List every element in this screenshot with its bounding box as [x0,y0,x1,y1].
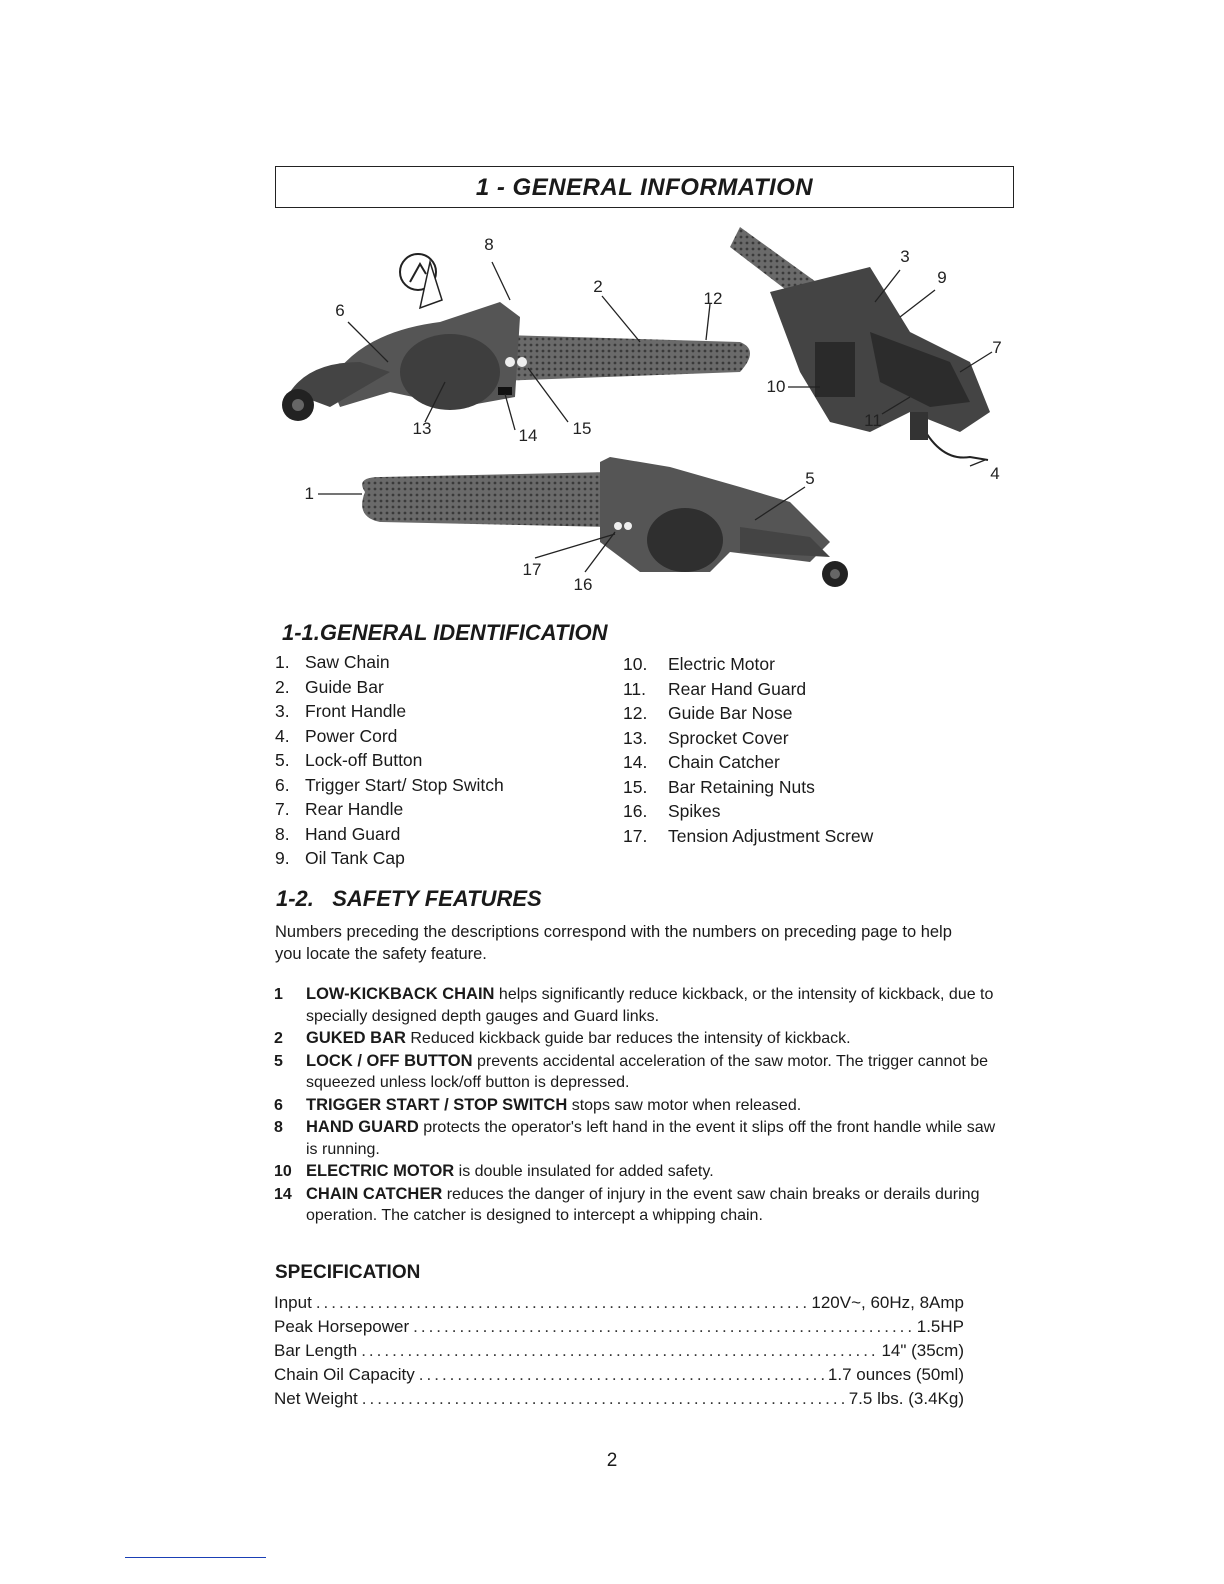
chainsaw-illustration [270,222,1020,602]
safety-heading: 1-2. SAFETY FEATURES [276,886,542,911]
callout-8: 8 [484,235,494,254]
safety-item: 1 LOW-KICKBACK CHAIN helps significantly reduce kickback, or the intensity of kickback, due to specially designed depth gauges and Guard links. [274,985,994,1025]
callout-4: 4 [990,464,1000,483]
list-item: 5. Lock-off Button [275,750,423,770]
dot-leader [361,1339,877,1363]
page-number: 2 [606,1450,618,1471]
dot-leader [413,1315,913,1339]
identification-list-left [275,650,504,871]
list-item: 15. Bar Retaining Nuts [623,776,815,797]
list-item: 8. Hand Guard [275,823,401,844]
list-item: 11. Rear Hand Guard [623,678,807,699]
section-title-box [275,166,1014,208]
footer-rule [125,1557,266,1558]
callout-1: 1 [304,484,314,503]
safety-item: 8 HAND GUARD protects the operator's left hand in the event it slips off the front handle while saw is running. [274,1118,996,1158]
spec-row: Input ..... 120V~, 60Hz, 8Amp [274,1291,964,1315]
specification-table [274,1291,964,1411]
list-item: 12. Guide Bar Nose [623,703,793,723]
safety-item: 14 CHAIN CATCHER reduces the danger of injury in the event saw chain breaks or derails during operation. The catcher is designed to intercept a whipping chain. [274,1184,980,1224]
safety-intro: Numbers preceding the descriptions correspond with the numbers on preceding page to help you locate the safety feature. [275,923,952,963]
list-item: 13. Sprocket Cover [623,727,789,748]
safety-feature-list [274,984,1009,1228]
section-title: 1 - GENERAL INFORMATION [475,174,814,201]
list-item: 14. Chain Catcher [623,752,780,772]
identification-heading: 1-1.GENERAL IDENTIFICATION [282,620,608,645]
list-item: 6. Trigger Start/ Stop Switch [275,774,504,795]
safety-item: 6 TRIGGER START / STOP SWITCH stops saw motor when released. [274,1095,802,1114]
callout-15: 15 [572,419,592,438]
list-item: 17. Tension Adjustment Screw [623,825,874,846]
callout-13: 13 [412,419,432,438]
callout-16: 16 [573,575,593,594]
list-item: 3. Front Handle [275,701,407,721]
identification-list-right [623,652,873,848]
safety-item: 2 GUKED BAR Reduced kickback guide bar reduces the intensity of kickback. [274,1029,851,1047]
saw-top-view-icon [730,227,990,460]
callout-3: 3 [900,247,910,266]
callout-6: 6 [335,301,345,320]
list-item: 9. Oil Tank Cap [275,848,405,868]
list-item: 1. Saw Chain [275,652,390,672]
callout-14: 14 [518,426,538,445]
saw-side-view-icon [282,302,750,421]
spec-row: Peak Horsepower ..... 1.5HP [274,1315,964,1339]
callout-17: 17 [522,560,542,579]
callout-7: 7 [992,338,1002,357]
dot-leader [419,1363,824,1387]
callout-12: 12 [703,289,723,308]
safety-item: 5 LOCK / OFF BUTTON prevents accidental acceleration of the saw motor. The trigger cannot be squeezed unless lock/off button is depressed. [274,1051,989,1091]
list-item: 7. Rear Handle [275,799,404,819]
safety-item: 10 ELECTRIC MOTOR is double insulated for added safety. [274,1162,714,1180]
callout-5: 5 [805,469,815,488]
callout-2: 2 [593,277,603,296]
spec-row: Bar Length ..... 14" (35cm) [274,1339,964,1363]
list-item: 16. Spikes [623,801,721,821]
oil-cap-icon [400,254,442,308]
specification-heading: SPECIFICATION [275,1262,421,1283]
spec-row: Chain Oil Capacity ..... 1.7 ounces (50ml) [274,1363,964,1387]
dot-leader [316,1291,808,1315]
callout-10: 10 [766,377,786,396]
saw-opposite-side-icon [362,457,848,587]
list-item: 10. Electric Motor [623,654,775,674]
list-item: 2. Guide Bar [275,676,384,697]
callout-11: 11 [864,411,882,430]
callout-9: 9 [937,268,947,287]
spec-row: Net Weight ..... 7.5 lbs. (3.4Kg) [274,1387,964,1411]
list-item: 4. Power Cord [275,725,398,746]
dot-leader [362,1387,845,1411]
